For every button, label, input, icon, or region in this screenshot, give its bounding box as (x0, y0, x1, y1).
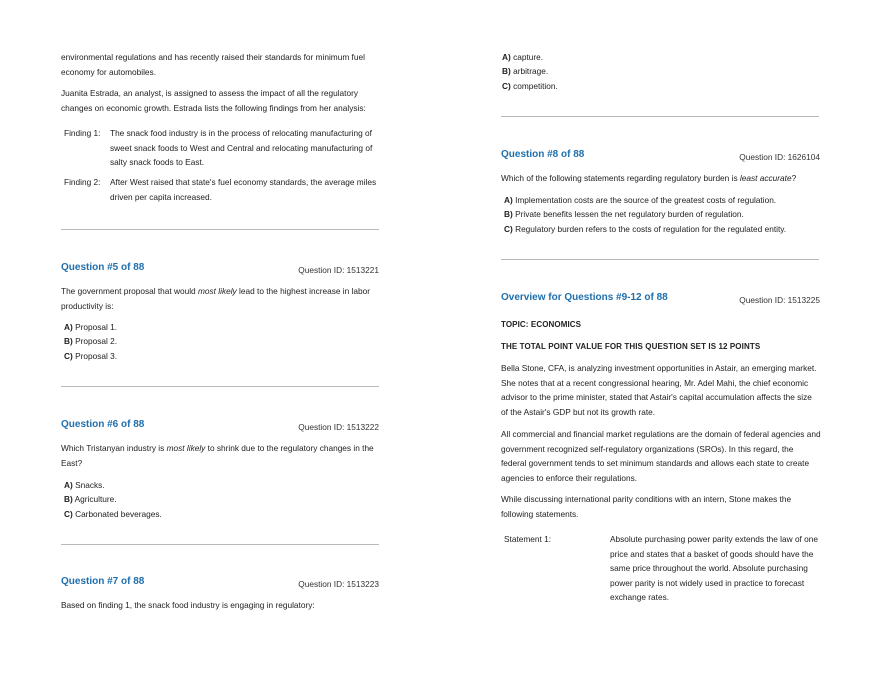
question-5-option-a[interactable]: A) Proposal 1. (64, 322, 118, 332)
divider (501, 116, 819, 117)
divider (61, 386, 379, 387)
overview-paragraph-1: Bella Stone, CFA, is analyzing investment opportunities in Astair, an emerging market. She notes that at a recent congressional hearing, Mr. Adel Mahi, the chief economic advisor to the prime minister, stated that Astair's capital accumulation affects the size of the Astair's GDP but not its growth rate. (501, 363, 817, 417)
question-7-id: Question ID: 1513223 (298, 579, 379, 589)
question-5-option-b[interactable]: B) Proposal 2. (64, 336, 118, 346)
finding-2-text: After West raised that state's fuel economy standards, the average miles driven per capita increased. (110, 177, 377, 202)
question-5-title: Question #5 of 88 (61, 262, 145, 273)
finding-1-label: Finding 1: (64, 128, 101, 138)
question-7-option-c[interactable]: C) competition. (502, 81, 558, 91)
intro-paragraph-2: Juanita Estrada, an analyst, is assigned to assess the impact of all the regulatory changes on economic growth. Estrada lists the following findings from her analysis: (61, 88, 366, 113)
question-6-option-c[interactable]: C) Carbonated beverages. (64, 509, 162, 519)
question-7-stem: Based on finding 1, the snack food industry is engaging in regulatory: (61, 600, 315, 610)
overview-topic: TOPIC: ECONOMICS (501, 320, 582, 329)
divider (61, 229, 379, 230)
question-5-stem: The government proposal that would most likely lead to the highest increase in labor productivity is: (61, 286, 371, 311)
overview-paragraph-3: While discussing international parity conditions with an intern, Stone makes the following statements. (501, 494, 792, 519)
finding-1-text: The snack food industry is in the process of relocating manufacturing of sweet snack foods to West and Central and relocating manufacturing of salty snack foods to East. (110, 128, 373, 167)
question-7-title: Question #7 of 88 (61, 576, 145, 587)
question-7-option-b[interactable]: B) arbitrage. (502, 66, 549, 76)
question-8-option-b[interactable]: B) Private benefits lessen the net regulatory burden of regulation. (504, 209, 744, 219)
intro-paragraph-1: environmental regulations and has recently raised their standards for minimum fuel economy for automobiles. (61, 52, 365, 77)
overview-paragraph-2: All commercial and financial market regulations are the domain of federal agencies and government recognized self-regulatory organizations (SROs). In this regard, the federal government tends to set minimum standards and allows each state to create agencies to enforce their regulations. (501, 429, 821, 483)
question-8-id: Question ID: 1626104 (739, 152, 820, 162)
question-6-option-a[interactable]: A) Snacks. (64, 480, 105, 490)
divider (61, 544, 379, 545)
question-5-option-c[interactable]: C) Proposal 3. (64, 351, 118, 361)
question-8-option-c[interactable]: C) Regulatory burden refers to the costs of regulation for the regulated entity. (504, 224, 787, 234)
statement-1-label: Statement 1: (504, 534, 552, 544)
overview-id: Question ID: 1513225 (739, 295, 820, 305)
question-6-stem: Which Tristanyan industry is most likely to shrink due to the regulatory changes in the East? (61, 443, 374, 468)
question-7-option-a[interactable]: A) capture. (502, 52, 544, 62)
question-8-stem: Which of the following statements regarding regulatory burden is least accurate? (501, 173, 797, 183)
finding-2-label: Finding 2: (64, 177, 101, 187)
statement-1-text: Absolute purchasing power parity extends the law of one price and states that a basket of goods should have the same price throughout the world. Absolute purchasing power parity is not widely used in practice to forecast exchange rates. (610, 534, 819, 602)
question-6-title: Question #6 of 88 (61, 419, 145, 430)
question-5-id: Question ID: 1513221 (298, 265, 379, 275)
question-6-id: Question ID: 1513222 (298, 422, 379, 432)
question-6-option-b[interactable]: B) Agriculture. (64, 494, 117, 504)
divider (501, 259, 819, 260)
question-8-option-a[interactable]: A) Implementation costs are the source of the greatest costs of regulation. (504, 195, 777, 205)
overview-points: THE TOTAL POINT VALUE FOR THIS QUESTION SET IS 12 POINTS (501, 342, 761, 351)
overview-title: Overview for Questions #9-12 of 88 (501, 292, 668, 303)
question-8-title: Question #8 of 88 (501, 149, 585, 160)
